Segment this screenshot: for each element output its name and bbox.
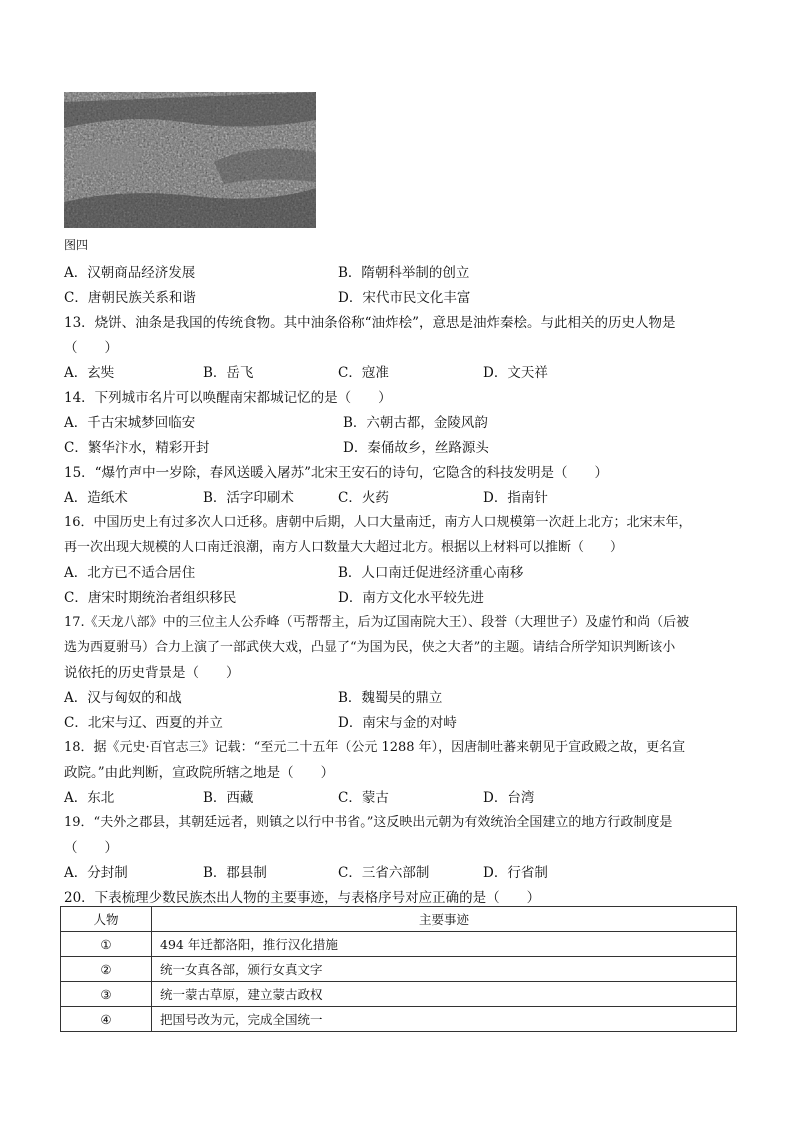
q14-option-b[interactable]: B．六朝古都，金陵风韵: [343, 415, 488, 431]
table-cell-deed: 统一蒙古草原，建立蒙古政权: [152, 982, 737, 1007]
q19-stem-line1: 19．“夫外之郡县，其朝廷远者，则镇之以行中书省。”这反映出元朝为有效统治全国建立的地方行政制度是: [64, 815, 673, 830]
q17-stem-line2: 选为西夏驸马）合力上演了一部武侠大戏，凸显了“为国为民，侠之大者”的主题。请结合所学知识判断该小: [64, 640, 676, 655]
q20-stem: 20．下表梳理少数民族杰出人物的主要事迹，与表格序号对应正确的是（ ）: [64, 890, 541, 906]
figure-caption: 图四: [64, 238, 89, 252]
q13-option-b[interactable]: B．岳飞: [203, 365, 254, 381]
q18-stem-line2: 政院。”由此判断，宣政院所辖之地是（ ）: [64, 765, 335, 781]
q19-option-d[interactable]: D．行省制: [483, 865, 548, 881]
q15-option-b[interactable]: B．活字印刷术: [203, 490, 294, 506]
q16-option-b[interactable]: B．人口南迁促进经济重心南移: [338, 565, 524, 581]
table-cell-number: ④: [61, 1007, 152, 1032]
q14-option-d[interactable]: D．秦俑故乡，丝路源头: [343, 440, 489, 456]
q16-stem-line2: 再一次出现大规模的人口南迁浪潮，南方人口数量大大超过北方。根据以上材料可以推断（ ）: [64, 540, 624, 555]
table-cell-deed: 494 年迁都洛阳，推行汉化措施: [152, 932, 737, 957]
q15-option-c[interactable]: C．火药: [338, 490, 389, 506]
q13-option-a[interactable]: A．玄奘: [64, 365, 115, 381]
q17-stem-line3: 说依托的历史背景是（ ）: [64, 665, 240, 681]
q15-stem: 15．“爆竹声中一岁除，春风送暖入屠苏”北宋王安石的诗句，它隐含的科技发明是（ ）: [64, 465, 608, 481]
q17-option-b[interactable]: B．魏蜀吴的鼎立: [338, 690, 443, 706]
q18-stem-line1: 18．据《元史·百官志三》记载：“至元二十五年（公元 1288 年），因唐制吐蕃来朝见于宣政殿之故，更名宣: [64, 740, 686, 755]
q19-option-b[interactable]: B．郡县制: [203, 865, 267, 881]
q16-stem-line1: 16．中国历史上有过多次人口迁移。唐朝中后期，人口大量南迁，南方人口规模第一次赶上北方；北宋末年，: [64, 515, 692, 530]
table-cell-number: ③: [61, 982, 152, 1007]
q16-option-d[interactable]: D．南方文化水平较先进: [338, 590, 484, 606]
table-row: [61, 982, 737, 1007]
q17-option-c[interactable]: C．北宋与辽、西夏的并立: [64, 715, 223, 731]
table-row: [61, 932, 737, 957]
table-cell-number: ①: [61, 932, 152, 957]
q15-option-a[interactable]: A．造纸术: [64, 490, 128, 506]
q17-stem-line1: 17.《天龙八部》中的三位主人公乔峰（丐帮帮主，后为辽国南院大王）、段誉（大理世子）及虚竹和尚（后被: [64, 615, 690, 630]
q15-option-d[interactable]: D．指南针: [483, 490, 548, 506]
table-cell-number: ②: [61, 957, 152, 982]
table-header-deeds: 主要事迹: [152, 907, 737, 932]
q14-stem: 14．下列城市名片可以唤醒南宋都城记忆的是（ ）: [64, 390, 392, 406]
q13-option-d[interactable]: D．文天祥: [483, 365, 548, 381]
q18-option-c[interactable]: C．蒙古: [338, 790, 389, 806]
q16-option-a[interactable]: A．北方已不适合居住: [64, 565, 196, 581]
q19-option-a[interactable]: A．分封制: [64, 865, 128, 881]
q17-option-d[interactable]: D．南宋与金的对峙: [338, 715, 457, 731]
q18-option-a[interactable]: A．东北: [64, 790, 115, 806]
q13-stem-line1: 13．烧饼、油条是我国的传统食物。其中油条俗称“油炸桧”，意思是油炸秦桧。与此相关的历史人物是: [64, 315, 676, 331]
table-cell-deed: 统一女真各部，颁行女真文字: [152, 957, 737, 982]
q12-option-c[interactable]: C．唐朝民族关系和谐: [64, 290, 196, 306]
painting-image: [64, 92, 316, 228]
table-row: [61, 1007, 737, 1032]
q12-option-d[interactable]: D．宋代市民文化丰富: [338, 290, 471, 306]
q18-option-b[interactable]: B．西藏: [203, 790, 254, 806]
q14-option-c[interactable]: C．繁华汴水，精彩开封: [64, 440, 210, 456]
q12-option-a[interactable]: A．汉朝商品经济发展: [64, 265, 196, 281]
q13-option-c[interactable]: C．寇准: [338, 365, 389, 381]
q19-option-c[interactable]: C．三省六部制: [338, 865, 430, 881]
table-row: [61, 957, 737, 982]
q16-option-c[interactable]: C．唐宋时期统治者组织移民: [64, 590, 237, 606]
table-header-person: 人物: [61, 907, 152, 932]
q17-option-a[interactable]: A．汉与匈奴的和战: [64, 690, 182, 706]
q19-stem-line2: （ ）: [64, 840, 118, 856]
table-cell-deed: 把国号改为元，完成全国统一: [152, 1007, 737, 1032]
q20-table: [60, 906, 737, 1032]
q13-stem-line2: （ ）: [64, 340, 118, 356]
q18-option-d[interactable]: D．台湾: [483, 790, 535, 806]
q14-option-a[interactable]: A．千古宋城梦回临安: [64, 415, 196, 431]
table-header-row: [61, 907, 737, 932]
q12-option-b[interactable]: B．隋朝科举制的创立: [338, 265, 470, 281]
